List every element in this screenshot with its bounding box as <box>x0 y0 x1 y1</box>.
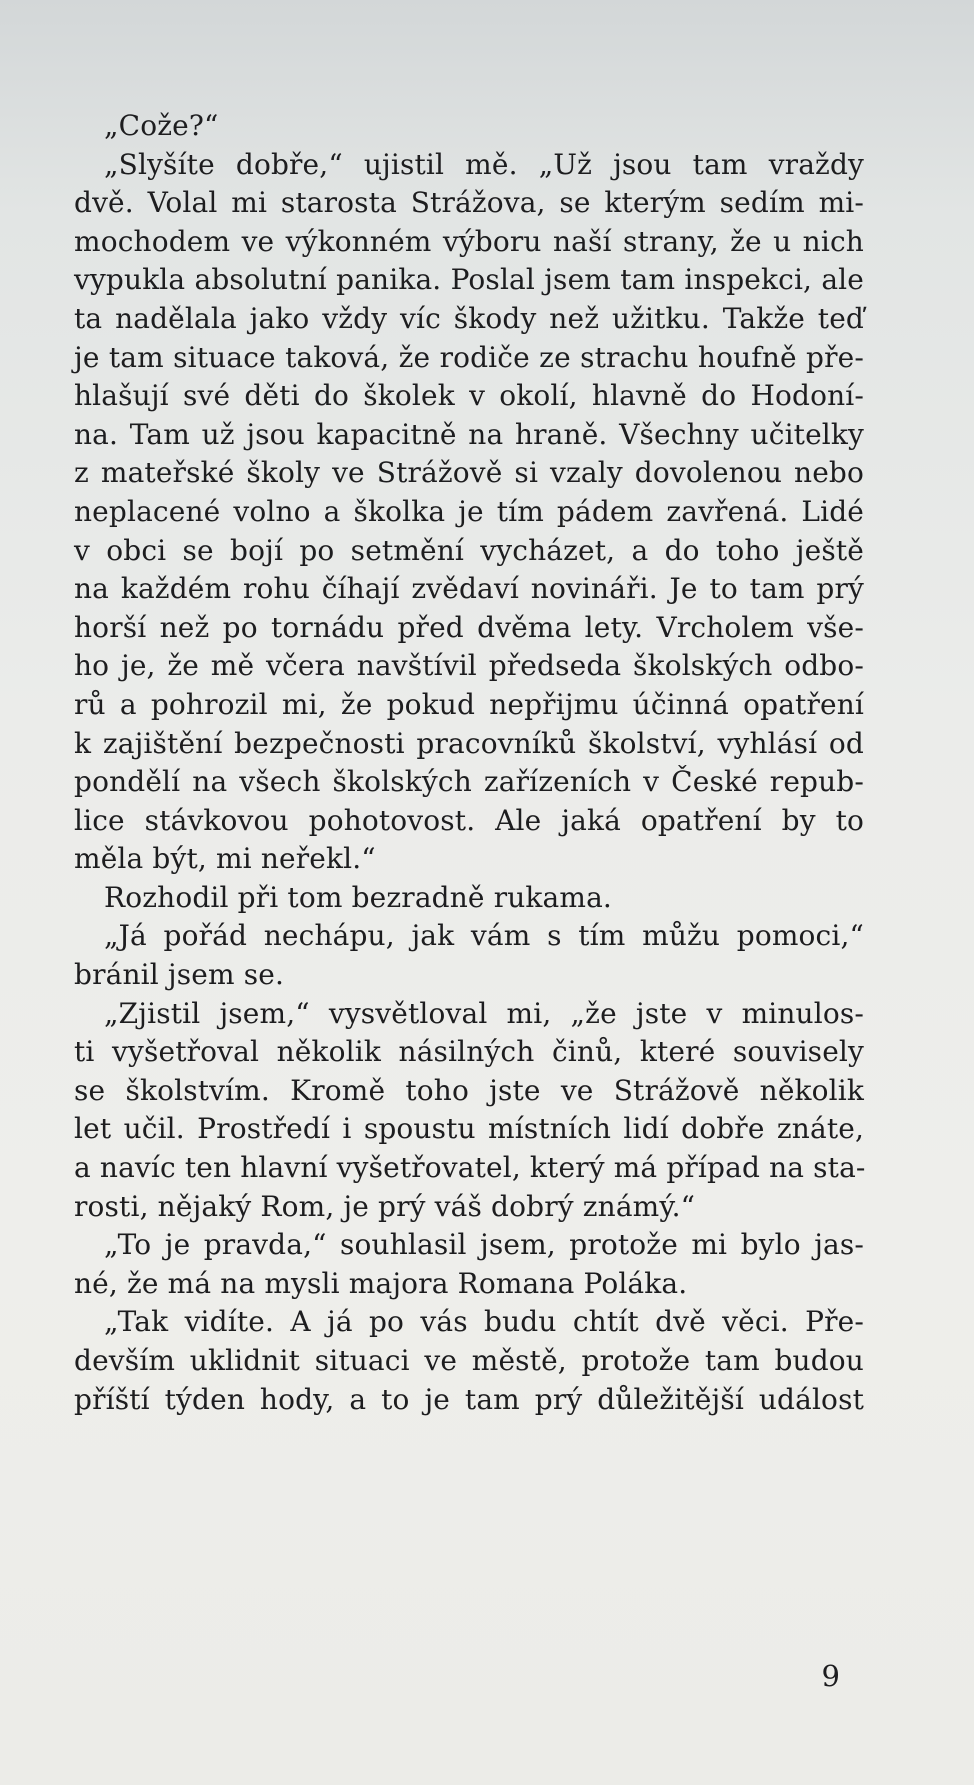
text-line: „Já pořád nechápu, jak vám s tím můžu pomoci,“ <box>104 919 864 953</box>
text-line: bránil jsem se. <box>74 958 285 992</box>
text-line: ta nadělala jako vždy víc škody než užitku. Takže teď <box>74 301 864 335</box>
text-line: devším uklidnit situaci ve městě, protože tam budou <box>74 1344 864 1377</box>
text-line: „Slyšíte dobře,“ ujistil mě. „Už jsou tam vraždy <box>104 147 864 181</box>
text-line: měla být, mi neřekl.“ <box>74 842 376 876</box>
text-line: mochodem ve výkonném výboru naší strany, že u nich <box>74 224 864 258</box>
text-line: lice stávkovou pohotovost. Ale jaká opatření by to <box>74 803 864 837</box>
text-line: „Tak vidíte. A já po vás budu chtít dvě věci. Pře- <box>104 1305 864 1339</box>
text-line: pondělí na všech školských zařízeních v České repub- <box>74 765 864 799</box>
text-line: a navíc ten hlavní vyšetřovatel, který má případ na sta- <box>74 1151 866 1185</box>
text-line: ho je, že mě včera navštívil předseda školských odbo- <box>74 649 864 683</box>
text-line: z mateřské školy ve Strážově si vzaly dovolenou nebo <box>74 456 864 490</box>
text-line: „To je pravda,“ souhlasil jsem, protože mi bylo jas- <box>104 1228 864 1262</box>
text-line: rosti, nějaký Rom, je prý váš dobrý známý.“ <box>74 1189 696 1223</box>
text-line: horší než po tornádu před dvěma lety. Vrcholem vše- <box>74 610 864 644</box>
text-line: se školstvím. Kromě toho jste ve Strážově několik <box>74 1073 864 1107</box>
text-line: příští týden hody, a to je tam prý důležitější událost <box>74 1382 864 1416</box>
text-line: k zajištění bezpečnosti pracovníků školství, vyhlásí od <box>74 726 864 760</box>
text-line: dvě. Volal mi starosta Strážova, se kterým sedím mi- <box>74 186 864 220</box>
text-line: rů a pohrozil mi, že pokud nepřijmu účinná opatření <box>74 687 864 721</box>
text-line: na. Tam už jsou kapacitně na hraně. Všechny učitelky <box>74 417 864 451</box>
text-line: né, že má na mysli majora Romana Poláka. <box>74 1266 688 1300</box>
page-number: 9 <box>821 1659 840 1693</box>
text-line: na každém rohu číhají zvědaví novináři. Je to tam prý <box>74 572 864 606</box>
body-text <box>74 107 864 1419</box>
text-line: v obci se bojí po setmění vycházet, a do toho ještě <box>74 533 864 567</box>
text-line: ti vyšetřoval několik násilných činů, které souvisely <box>74 1035 864 1069</box>
text-line: let učil. Prostředí i spoustu místních lidí dobře znáte, <box>74 1112 864 1146</box>
text-line: neplacené volno a školka je tím pádem zavřená. Lidé <box>74 494 864 528</box>
text-line: Rozhodil při tom bezradně rukama. <box>104 880 612 914</box>
text-line: „Cože?“ <box>104 109 219 142</box>
text-line: vypukla absolutní panika. Poslal jsem tam inspekci, ale <box>74 263 864 297</box>
text-line: hlašují své děti do školek v okolí, hlavně do Hodoní- <box>74 379 864 413</box>
text-line: je tam situace taková, že rodiče ze strachu houfně pře- <box>74 340 864 374</box>
text-line: „Zjistil jsem,“ vysvětloval mi, „že jste v minulos- <box>104 996 864 1030</box>
